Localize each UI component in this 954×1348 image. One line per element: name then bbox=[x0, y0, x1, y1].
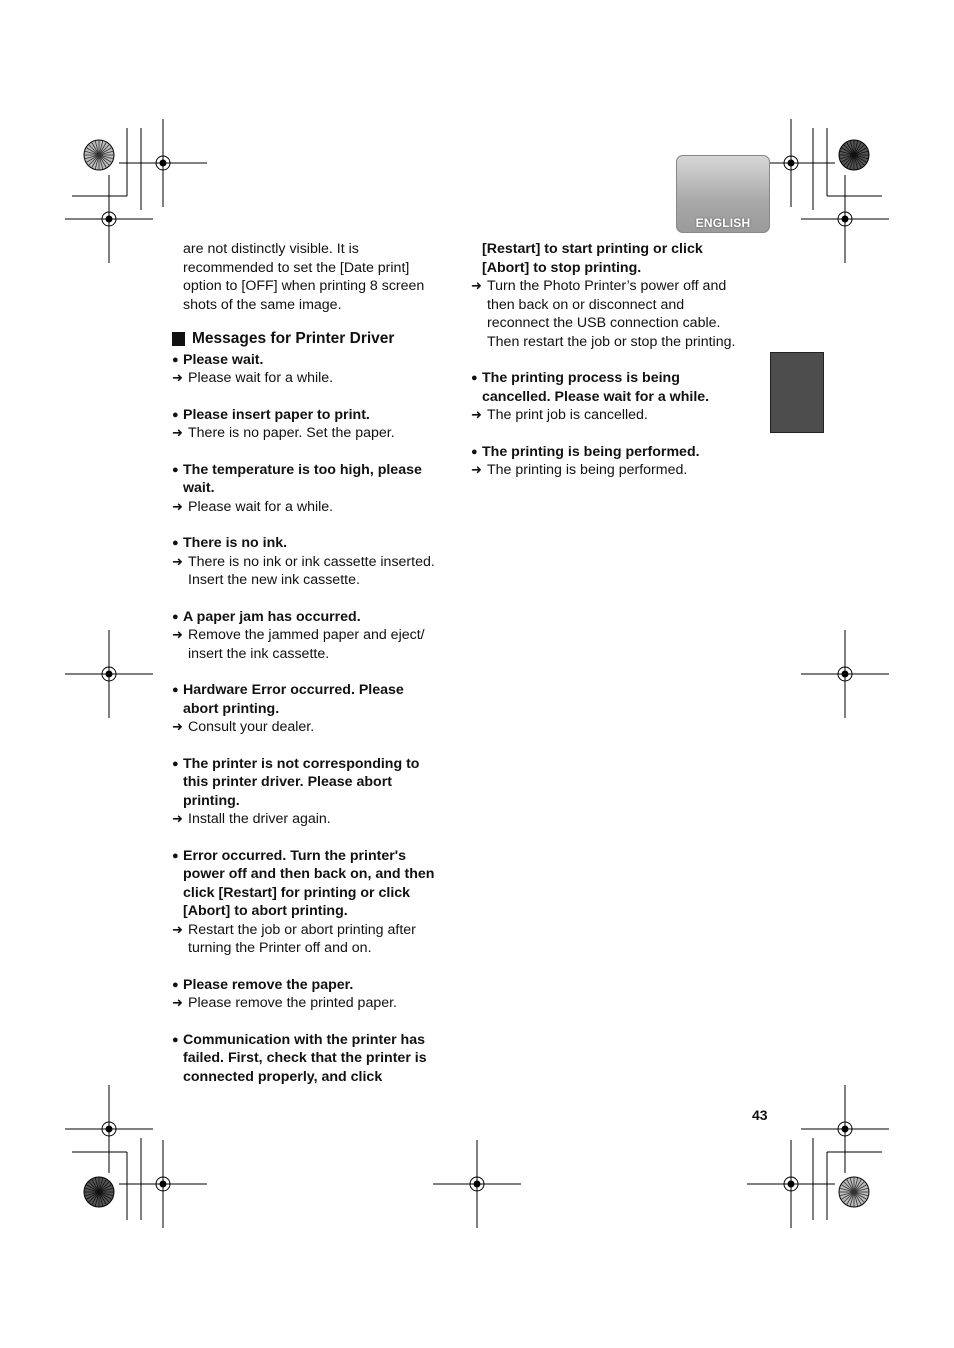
message-answer-line: There is no ink or ink cassette inserted. bbox=[188, 553, 435, 570]
message-title-line: failed. First, check that the printer is bbox=[183, 1050, 427, 1066]
message-answer bbox=[172, 718, 462, 737]
message-title bbox=[471, 240, 761, 277]
language-tab-label: ENGLISH bbox=[695, 216, 751, 230]
color-wheel-mark bbox=[839, 1177, 869, 1207]
message-title-line: Please wait. bbox=[183, 351, 264, 368]
arrow-right-icon: ➜ bbox=[471, 407, 482, 422]
continued-message bbox=[471, 240, 761, 351]
message-title bbox=[471, 369, 761, 406]
section-heading bbox=[172, 330, 462, 349]
arrow-right-icon: ➜ bbox=[471, 278, 482, 293]
bullet-icon: ● bbox=[172, 978, 179, 991]
message-item bbox=[471, 369, 761, 425]
crosshair-mark bbox=[119, 1140, 207, 1228]
message-answer-line: The print job is cancelled. bbox=[487, 407, 648, 423]
message-title-line: this printer driver. Please abort bbox=[183, 774, 392, 790]
message-title bbox=[172, 847, 462, 921]
message-title-line: wait. bbox=[183, 480, 215, 496]
bullet-icon: ● bbox=[172, 849, 179, 862]
crosshair-mark bbox=[433, 1140, 521, 1228]
message-answer bbox=[172, 994, 462, 1013]
arrow-right-icon: ➜ bbox=[172, 370, 183, 385]
message-item bbox=[172, 351, 462, 388]
message-answer-line: The printing is being performed. bbox=[487, 462, 688, 478]
message-item bbox=[172, 976, 462, 1013]
message-title bbox=[172, 608, 462, 627]
square-bullet-icon bbox=[172, 332, 185, 346]
message-title-line: [Restart] to start printing or click bbox=[482, 241, 703, 257]
message-item bbox=[172, 755, 462, 829]
right-column bbox=[471, 240, 761, 480]
color-wheel-mark bbox=[84, 140, 114, 170]
message-title-line: printing. bbox=[183, 792, 240, 809]
bullet-icon: ● bbox=[172, 353, 179, 366]
message-answer-line: Please wait for a while. bbox=[188, 370, 334, 386]
message-title bbox=[172, 1031, 462, 1087]
message-answer bbox=[471, 461, 761, 480]
message-title bbox=[172, 681, 462, 718]
message-item bbox=[172, 608, 462, 664]
message-item bbox=[172, 461, 462, 517]
crosshair-mark bbox=[747, 1140, 835, 1228]
bullet-icon: ● bbox=[172, 757, 179, 770]
message-item bbox=[172, 681, 462, 737]
message-answer bbox=[471, 406, 761, 425]
crosshair-mark bbox=[119, 119, 207, 207]
message-title-line: Error occurred. Turn the printer's bbox=[183, 847, 407, 864]
message-answer-line: Turn the Photo Printer’s power off and bbox=[487, 278, 727, 294]
message-title-line: power off and then back on, and then bbox=[183, 866, 435, 882]
crosshair-mark bbox=[65, 1085, 153, 1173]
message-title-line: The printing is being performed. bbox=[482, 443, 700, 460]
message-answer bbox=[172, 626, 462, 663]
message-title bbox=[172, 534, 462, 553]
message-title-line: connected properly, and click bbox=[183, 1068, 383, 1085]
message-answer-line: Restart the job or abort printing after bbox=[188, 921, 416, 938]
message-answer-line: Then restart the job or stop the printing. bbox=[487, 333, 736, 350]
message-title-line: The printer is not corresponding to bbox=[183, 755, 420, 772]
message-answer-line: Please wait for a while. bbox=[188, 498, 334, 515]
message-item bbox=[172, 847, 462, 958]
message-answer bbox=[172, 498, 462, 517]
crosshair-mark bbox=[65, 175, 153, 263]
right-message-list bbox=[471, 369, 761, 480]
message-answer bbox=[172, 369, 462, 388]
bullet-icon: ● bbox=[172, 537, 179, 549]
message-answer-line: turning the Printer off and on. bbox=[188, 940, 372, 956]
message-answer-line: Insert the new ink cassette. bbox=[188, 572, 360, 588]
color-wheel-mark bbox=[839, 140, 869, 170]
intro-line: are not distinctly visible. It is bbox=[183, 241, 359, 257]
message-title bbox=[172, 406, 462, 425]
arrow-right-icon: ➜ bbox=[172, 719, 183, 734]
message-answer-line: insert the ink cassette. bbox=[188, 645, 330, 662]
message-title-line: [Abort] to stop printing. bbox=[482, 259, 642, 276]
arrow-right-icon: ➜ bbox=[172, 921, 183, 937]
message-answer bbox=[172, 921, 462, 958]
message-title-line: There is no ink. bbox=[183, 535, 288, 551]
color-wheel-mark bbox=[84, 1177, 114, 1207]
bullet-icon: ● bbox=[471, 372, 478, 384]
message-title-line: Communication with the printer has bbox=[183, 1031, 425, 1048]
bullet-icon: ● bbox=[172, 684, 179, 696]
message-item bbox=[471, 240, 761, 351]
intro-line: shots of the same image. bbox=[183, 296, 342, 313]
language-tab bbox=[676, 155, 770, 233]
message-answer-line: Consult your dealer. bbox=[188, 719, 315, 735]
bullet-icon: ● bbox=[471, 445, 478, 458]
message-item bbox=[471, 443, 761, 480]
message-title-line: Please insert paper to print. bbox=[183, 406, 370, 423]
bullet-icon: ● bbox=[172, 1033, 179, 1046]
message-title-line: Please remove the paper. bbox=[183, 976, 354, 993]
arrow-right-icon: ➜ bbox=[172, 627, 183, 642]
intro-paragraph bbox=[172, 240, 462, 314]
bullet-icon: ● bbox=[172, 463, 179, 476]
bullet-icon: ● bbox=[172, 610, 179, 623]
message-answer bbox=[172, 553, 462, 590]
section-title: Messages for Printer Driver bbox=[192, 330, 395, 347]
left-column bbox=[172, 240, 462, 1086]
arrow-right-icon: ➜ bbox=[172, 811, 183, 826]
message-item bbox=[172, 1031, 462, 1087]
arrow-right-icon: ➜ bbox=[172, 553, 183, 569]
message-title bbox=[172, 351, 462, 370]
page-number: 43 bbox=[752, 1107, 768, 1123]
message-title-line: [Abort] to abort printing. bbox=[183, 903, 348, 919]
message-title-line: click [Restart] for printing or click bbox=[183, 884, 411, 901]
message-answer-line: Please remove the printed paper. bbox=[188, 995, 398, 1011]
bullet-icon bbox=[471, 240, 482, 277]
message-answer-line: Install the driver again. bbox=[188, 811, 331, 827]
message-title bbox=[172, 755, 462, 811]
message-answer bbox=[172, 424, 462, 443]
arrow-right-icon: ➜ bbox=[172, 425, 183, 440]
message-title-line: cancelled. Please wait for a while. bbox=[482, 388, 710, 405]
message-title-line: Hardware Error occurred. Please bbox=[183, 682, 404, 698]
crosshair-mark bbox=[801, 175, 889, 263]
message-item bbox=[172, 406, 462, 443]
message-answer-line: then back on or disconnect and bbox=[487, 296, 685, 313]
arrow-right-icon: ➜ bbox=[172, 498, 183, 514]
bullet-icon: ● bbox=[172, 408, 179, 421]
message-title-line: A paper jam has occurred. bbox=[183, 608, 361, 625]
intro-line: option to [OFF] when printing 8 screen bbox=[183, 278, 425, 294]
message-answer bbox=[172, 810, 462, 829]
message-answer-line: Remove the jammed paper and eject/ bbox=[188, 627, 425, 643]
message-item bbox=[172, 534, 462, 590]
message-answer bbox=[471, 277, 761, 351]
message-answer-line: There is no paper. Set the paper. bbox=[188, 425, 395, 441]
arrow-right-icon: ➜ bbox=[172, 995, 183, 1010]
crosshair-mark bbox=[801, 630, 889, 718]
message-answer-line: reconnect the USB connection cable. bbox=[487, 315, 721, 331]
message-title bbox=[471, 443, 761, 462]
message-title-line: The temperature is too high, please bbox=[183, 461, 422, 478]
message-title bbox=[172, 976, 462, 995]
crosshair-mark bbox=[65, 630, 153, 718]
left-message-list bbox=[172, 351, 462, 1087]
message-title-line: The printing process is being bbox=[482, 370, 680, 386]
crosshair-mark bbox=[801, 1085, 889, 1173]
section-side-block bbox=[770, 352, 824, 433]
message-title bbox=[172, 461, 462, 498]
message-title-line: abort printing. bbox=[183, 700, 280, 717]
intro-line: recommended to set the [Date print] bbox=[183, 259, 410, 276]
arrow-right-icon: ➜ bbox=[471, 462, 482, 477]
